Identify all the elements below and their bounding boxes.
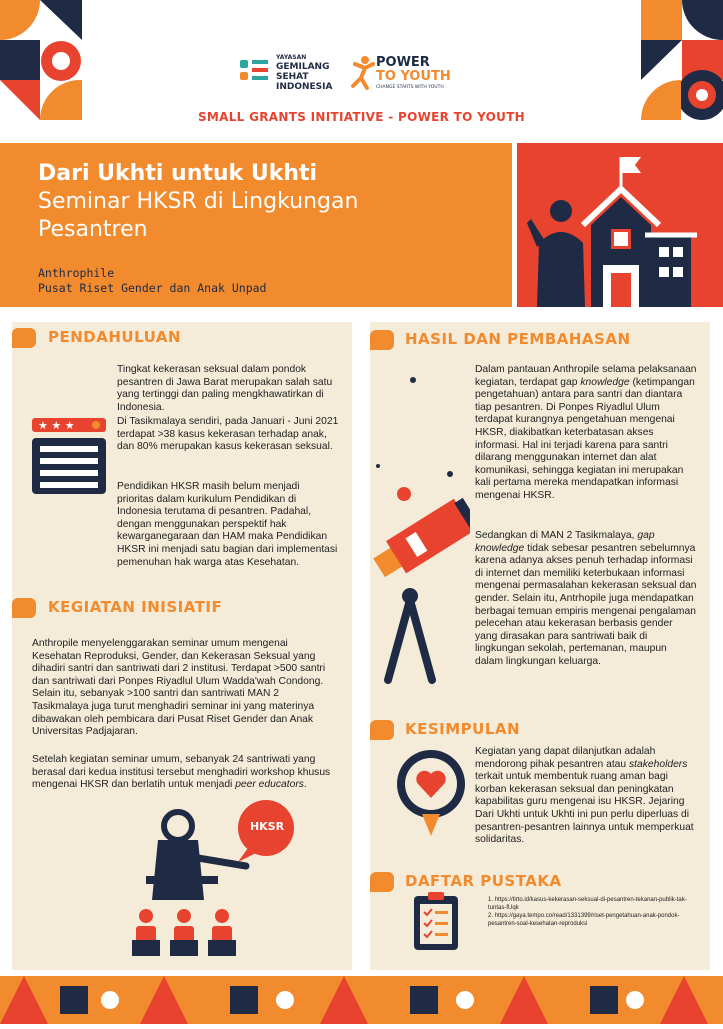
kesimpulan-paragraph	[475, 746, 697, 847]
kegiatan-paragraph-1: Anthropile menyelenggarakan seminar umum mengenai Kesehatan Reproduksi, Gender, dan Kekerasan Seksual yang dihadiri santri dan santriwati dari 2 institusi. Terdapat >500 santri dan santriwati dari Ponpes Riyadlul Ulum Wadda'wah Condong. Selain itu, sebanyak >100 santri dan santriwati MAN 2 Tasikmalaya juga turut menghadiri seminar ini yang materinya dibawakan oleh pembicara dari Pusat Riset Gender dan Anak Universitas Padjajaran.	[32, 638, 326, 738]
pendahuluan-paragraph-2: Di Tasikmalaya sendiri, pada Januari - Juni 2021 terdapat >38 kasus kekerasan terhadap anak, dan 80% merupakan kasus kekerasan seksual.	[117, 416, 339, 453]
subtitle: Seminar HKSR di Lingkungan Pesantren	[38, 189, 359, 242]
corner-pattern-left	[0, 0, 82, 120]
kegiatan-p2-text: Setelah kegiatan seminar umum, sebanyak 24 santriwati yang berasal dari kedua institusi tersebut menghadiri workshop khusus mengenai HKSR dan berlatih untuk menjadi	[32, 754, 331, 791]
reference-link-2[interactable]: https://gaya.tempo.co/read/1331399/riset-pengetahuan-anak-pondok-pesantren-soal-kesehatan-reproduksi	[488, 913, 680, 927]
hasil-p1-start: Dalam pantauan Anthropile selama pelaksanaan kegiatan, terdapat gap	[475, 364, 697, 388]
pendahuluan-paragraph-1: Tingkat kekerasan seksual dalam pondok pesantren di Jawa Barat merupakan salah satu yang tertinggi dan paling mengkhawatirkan di Indonesia.	[117, 364, 333, 413]
power-to-youth-title1: POWER	[376, 55, 430, 70]
author-institution: Pusat Riset Gender dan Anak Unpad	[38, 281, 267, 295]
hasil-p2-italic: gap knowledge	[475, 530, 655, 554]
ygsi-logo-small: YAYASAN	[276, 54, 307, 61]
school-illustration-panel	[517, 143, 723, 307]
pendahuluan-paragraph-3: Pendidikan HKSR masih belum menjadi prioritas dalam kurikulum Pendidikan di Indonesia terutama di pesantren. Padahal, dengan menggunakan perspektif hak kewarganegaraan dan HAM maka Pendidikan HKSR ini menjadi satu bagian dari implementasi pemenuhan hak warga atas Kesehatan.	[117, 481, 338, 568]
kesimpulan-bubble-icon	[370, 720, 394, 740]
program-tagline: SMALL GRANTS INITIATIVE - POWER TO YOUTH	[197, 110, 526, 124]
reference-link-1[interactable]: https://tirto.id/kasus-kekerasan-seksual-di-pesantren-tekanan-publik-tak-tuntas-fUqk	[488, 897, 687, 911]
banner-title	[38, 160, 438, 244]
hasil-title: HASIL DAN PEMBAHASAN	[405, 330, 631, 348]
pustaka-bubble-icon	[370, 872, 394, 892]
hasil-p1-italic: knowledge	[580, 376, 630, 388]
clipboard-checklist-icon	[412, 892, 460, 952]
power-to-youth-tagline: CHANGE STARTS WITH YOUTH	[376, 85, 444, 90]
main-title: Dari Ukhti untuk Ukhti	[38, 161, 318, 186]
reference-list	[488, 896, 694, 928]
ygsi-logo	[238, 56, 272, 95]
kegiatan-paragraph-2	[32, 754, 337, 792]
ref-number: 2.	[488, 913, 495, 919]
hasil-p2-start: Sedangkan di MAN 2 Tasikmalaya,	[475, 530, 638, 541]
pendahuluan-title: PENDAHULUAN	[48, 328, 181, 346]
kesimpulan-start: Kegiatan yang dapat dilanjutkan adalah mendorong pihak pesantren atau	[475, 746, 656, 770]
svg-text:★ ★ ★: ★ ★ ★	[38, 419, 75, 432]
authors	[38, 266, 266, 296]
power-to-youth-figure-icon	[347, 54, 375, 92]
school-building-icon	[517, 143, 723, 307]
author-group: Anthrophile	[38, 266, 115, 280]
kesimpulan-italic: stakeholders	[629, 758, 688, 770]
kegiatan-p2-end: .	[303, 779, 307, 791]
footer-pattern	[0, 976, 723, 1024]
kegiatan-p2-italic: peer educators	[235, 779, 304, 791]
hasil-paragraph-1	[475, 364, 697, 503]
ygsi-logo-icon	[238, 56, 272, 90]
kegiatan-bubble-icon	[12, 598, 36, 618]
hasil-p2-rest: tidak sebesar pesantren sebelumnya karena adanya akses penuh terhadap informasi di internet dan memiliki keterbukaan informasi mengenai permasalahan kekerasan seksual dan gender. Selain itu, Antrhopile juga mendapatkan berbagai temuan empiris mengenai pengalaman pelecehan atau kekerasan berbasis gender yang dirasakan para santriwati baik di lingkungan sekolah, pertemanan, maupun dalam lingkungan keluarga.	[475, 542, 697, 667]
power-to-youth-title2: TO YOUTH	[376, 69, 451, 84]
footer-band	[0, 976, 723, 1024]
kesimpulan-title: KESIMPULAN	[405, 720, 521, 738]
kegiatan-title: KEGIATAN INISIATIF	[48, 598, 223, 616]
reference-item[interactable]	[488, 912, 694, 928]
ygsi-logo-name2: SEHAT	[276, 72, 309, 82]
kesimpulan-rest: terkait untuk membentuk ruang aman bagi korban kekerasan seksual dan peningkatan kapabilitas guru mengenai isu HKSR. Jejaring Dari Ukhti untuk Ukhti ini pun perlu diperluas di pesantren-pesantren lainnya untuk memperkuat solidaritas.	[475, 771, 694, 846]
hasil-bubble-icon	[370, 330, 394, 350]
hasil-paragraph-2	[475, 530, 697, 669]
telescope-illustration	[360, 370, 470, 690]
heart-pin-icon	[394, 748, 468, 838]
ref-number: 1.	[488, 897, 495, 903]
classroom-teacher-illustration	[118, 800, 318, 960]
rating-book-icon	[32, 416, 106, 496]
pustaka-title: DAFTAR PUSTAKA	[405, 872, 562, 890]
reference-item[interactable]	[488, 896, 694, 912]
ygsi-logo-name3: INDONESIA	[276, 82, 333, 92]
hasil-p1-rest: (ketimpangan pengetahuan) antara para santri dan diantara tiap pesantren. Di Ponpes Riyadlul Ulum terdapat kurangnya pengetahuan mengenai HKSR, diakibatkan keterbatasan akses informasi. Hal ini terjadi karena para santri dilarang menggunakan internet dan alat komunikasi, sehingga kegiatan ini merupakan kali pertama mereka mendapatkan informasi mengenai HKSR.	[475, 376, 695, 501]
hksr-speech-text: HKSR	[249, 820, 285, 833]
ygsi-logo-name1: GEMILANG	[276, 62, 330, 72]
pendahuluan-bubble-icon	[12, 328, 36, 348]
corner-pattern-right	[641, 0, 723, 120]
